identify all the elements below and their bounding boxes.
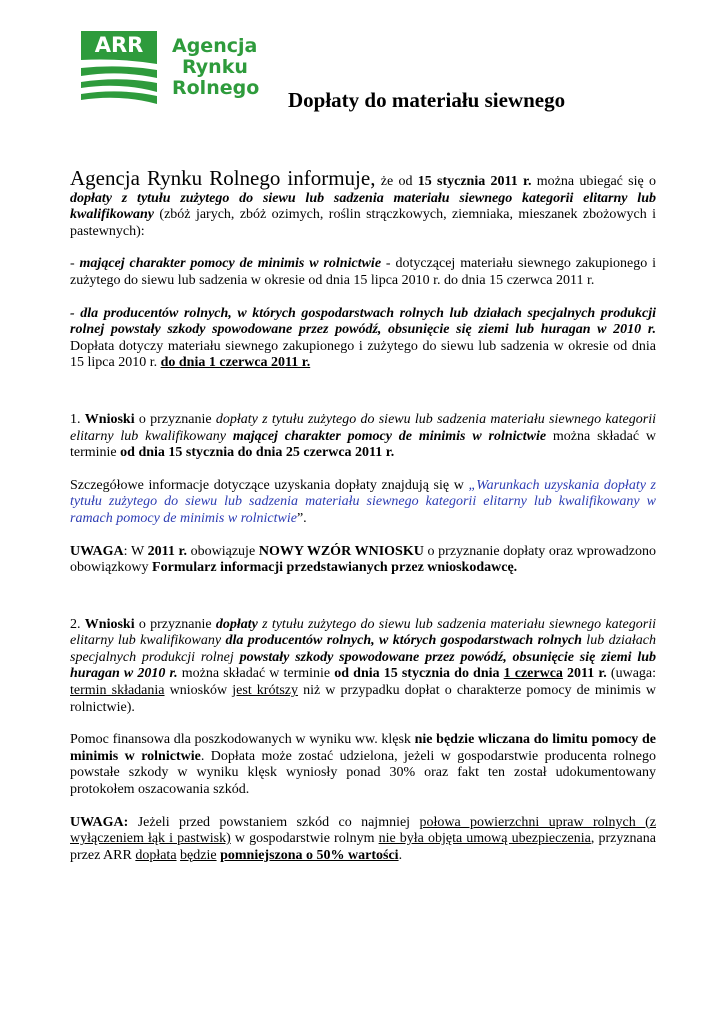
page-title: Dopłaty do materiału siewnego [288, 88, 566, 112]
section-1-note: UWAGA: W 2011 r. obowiązuje NOWY WZÓR WNIOSKU o przyznanie dopłaty oraz wprowadzono obowiązkowy Formularz informacji przedstawianych przez wnioskodawcę. [70, 543, 656, 576]
section-2-aid-info: Pomoc finansowa dla poszkodowanych w wyniku ww. klęsk nie będzie wliczana do limitu pomocy de minimis w rolnictwie. Dopłata może zostać udzielona, jeżeli w gospodarstwie producenta rolnego powstałe szkody w wyniku klęsk wyniosły ponad 30% oraz fakt ten został udokumentowany protokołem oszacowania szkód. [70, 732, 656, 798]
logo-wordmark [172, 36, 282, 99]
section-2-note: UWAGA: Jeżeli przed powstaniem szkód co najmniej połowa powierzchni upraw rolnych (z wyłączeniem łąk i pastwisk) w gospodarstwie rolnym nie była objęta umową ubezpieczenia, przyznana przez ARR dopłata będzie pomniejszona o 50% wartości. [70, 814, 656, 863]
intro-topic: dopłaty z tytułu zużytego do siewu lub sadzenia materiału siewnego kategorii elitarny lub kwalifikowany [70, 190, 656, 223]
document-body [70, 166, 656, 864]
item-disaster-deadline: do dnia 1 czerwca 2011 r. [160, 355, 311, 371]
logo-line-1: Agencja [172, 35, 258, 57]
section-2-paragraph: 2. Wnioski o przyznanie dopłaty z tytułu zużytego do siewu lub sadzenia materiału siewnego kategorii elitarny lub kwalifikowany dla producentów rolnych, w których gospodarstwach rolnych lub działach specjalnych produkcji rolnej powstały szkody spowodowane przez powódź, obsunięcie się ziemi lub huragan w 2010 r. można składać w terminie od dnia 15 stycznia do dnia 1 czerwca 2011 r. (uwaga: termin składania wniosków jest krótszy niż w przypadku dopłat o charakterze pomocy de minimis w rolnictwie). [70, 616, 657, 715]
item-disaster: - dla producentów rolnych, w których gospodarstwach rolnych lub działach specjalnych produkcji rolnej powstały szkody spowodowane przez powódź, obsunięcie się ziemi lub huragan w 2010 r. Dopłata dotyczy materiału siewnego zakupionego i zużytego do siewu lub sadzenia w okresie od dnia 15 lipca 2010 r. do dnia 1 czerwca 2011 r. [70, 305, 656, 371]
intro-lead: Agencja Rynku Rolnego informuje, [70, 166, 376, 190]
section-1-info: Szczegółowe informacje dotyczące uzyskania dopłaty znajdują się w „Warunkach uzyskania dopłaty z tytułu zużytego do siewu lub sadzenia materiału siewnego kategorii elitarny lub kwalifikowany w ramach pomocy de minimis w rolnictwie”. [70, 477, 656, 526]
logo-line-3: Rolnego [172, 77, 260, 99]
intro-paragraph: Agencja Rynku Rolnego informuje, że od 15 stycznia 2011 r. można ubiegać się o dopłaty z tytułu zużytego do siewu lub sadzenia materiału siewnego kategorii elitarny lub kwalifikowany (zbóż jarych, zbóż ozimych, roślin strączkowych, ziemniaka, mieszanek zbożowych i pastewnych): [70, 166, 656, 239]
arr-logo-mark-icon [80, 30, 158, 108]
section-1-paragraph: 1. Wnioski o przyznanie dopłaty z tytułu zużytego do siewu lub sadzenia materiału siewnego kategorii elitarny lub kwalifikowany mającej charakter pomocy de minimis w rolnictwie można składać w terminie od dnia 15 stycznia do dnia 25 czerwca 2011 r. [70, 411, 656, 461]
conditions-document-link[interactable]: „Warunkach uzyskania dopłaty z tytułu zużytego do siewu lub sadzenia materiału siewnego kategorii elitarny lub kwalifikowany w ramach pomocy de minimis w rolnictwie [70, 477, 656, 526]
logo-line-2: Rynku [182, 56, 248, 78]
arr-logo [80, 30, 280, 108]
item-de-minimis: - mającej charakter pomocy de minimis w rolnictwie - dotyczącej materiału siewnego zakupionego i zużytego do siewu lub sadzenia w okresie od dnia 15 lipca 2010 r. do dnia 15 czerwca 2011 r. [70, 256, 656, 288]
intro-date: 15 stycznia 2011 r. [417, 174, 532, 189]
logo-initials: ARR [94, 33, 144, 57]
